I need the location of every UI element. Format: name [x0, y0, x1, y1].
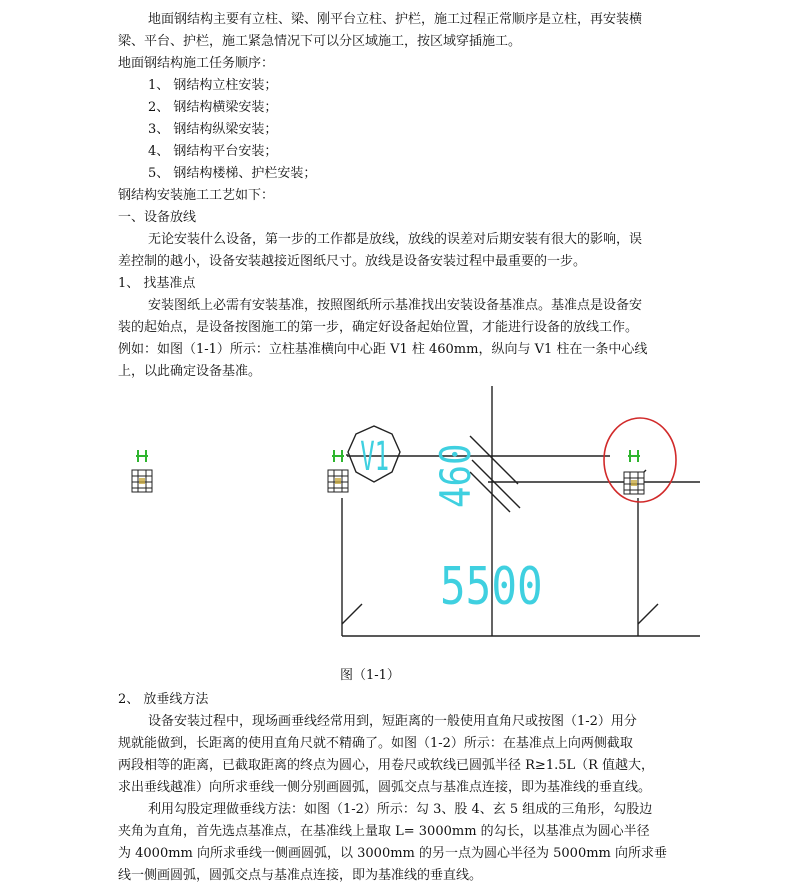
paragraph-line: 上，以此确定设备基准。: [118, 364, 262, 379]
paragraph-line: 无论安装什么设备，第一步的工作都是放线，放线的误差对后期安装有很大的影响，误: [148, 232, 643, 247]
paragraph-line: 规就能做到，长距离的使用直角尺就不精确了。如图（1-2）所示：在基准点上向两侧截取: [118, 736, 633, 751]
cad-figure: [110, 378, 700, 646]
section-heading: 一、设备放线: [118, 210, 197, 225]
paragraph-line: 利用勾股定理做垂线方法：如图（1-2）所示：勾 3、股 4、玄 5 组成的三角形，勾股边: [148, 802, 653, 817]
process-title: 钢结构安装施工工艺如下：: [118, 188, 275, 203]
list-item: 5、 钢结构楼梯、护栏安装；: [148, 166, 317, 181]
list-item: 3、 钢结构纵梁安装；: [148, 122, 278, 137]
subsection-heading: 2、 放垂线方法: [118, 692, 209, 707]
subsection-heading: 1、 找基准点: [118, 276, 196, 291]
list-item: 1、 钢结构立柱安装；: [148, 78, 278, 93]
column-marker-middle: [328, 450, 348, 492]
figure-caption: 图（1-1）: [340, 668, 400, 683]
column-marker-right: [624, 450, 644, 494]
paragraph-line: 为 4000mm 向所求垂线一侧画圆弧，以 3000mm 的另一点为圆心半径为 5000mm 向所求垂: [118, 846, 668, 861]
list-item: 4、 钢结构平台安装；: [148, 144, 278, 159]
paragraph-line: 设备安装过程中，现场画垂线经常用到，短距离的一般使用直角尺或按图（1-2）用分: [148, 714, 637, 729]
paragraph-line: 安装图纸上必需有安装基准，按照图纸所示基准找出安装设备基准点。基准点是设备安: [148, 298, 643, 313]
paragraph-line: 例如：如图（1-1）所示：立柱基准横向中心距 V1 柱 460mm，纵向与 V1 柱在一条中心线: [118, 342, 648, 357]
paragraph-line: 夹角为直角，首先选点基准点，在基准线上量取 L= 3000mm 的勾长，以基准点为圆心半径: [118, 824, 650, 839]
paragraph-line: 装的起始点，是设备按图施工的第一步，确定好设备起始位置，才能进行设备的放线工作。: [118, 320, 639, 335]
paragraph-line: 差控制的越小，设备安装越接近图纸尺寸。放线是设备安装过程中最重要的一步。: [118, 254, 587, 269]
dimension-5500: 5500: [440, 556, 543, 618]
task-list-title: 地面钢结构施工任务顺序：: [118, 56, 275, 71]
list-item: 2、 钢结构横梁安装；: [148, 100, 278, 115]
paragraph-line: 梁、平台、护栏，施工紧急情况下可以分区域施工，按区域穿插施工。: [118, 34, 522, 49]
column-marker-left: [132, 450, 152, 492]
paragraph-line: 线一侧画圆弧，圆弧交点与基准点连接，即为基准线的垂直线。: [118, 868, 483, 883]
paragraph-line: 两段相等的距离，已截取距离的终点为圆心，用卷尺或软线已圆弧半径 R≥1.5L（R 值越大，: [118, 758, 655, 773]
paragraph-line: 求出垂线越准）向所求垂线一侧分别画圆弧，圆弧交点与基准点连接，即为基准线的垂直线。: [118, 780, 652, 795]
paragraph-line: 地面钢结构主要有立柱、梁、刚平台立柱、护栏，施工过程正常顺序是立柱，再安装横: [148, 12, 643, 27]
dimension-460: 460: [432, 443, 481, 508]
v1-label: V1: [360, 432, 390, 480]
